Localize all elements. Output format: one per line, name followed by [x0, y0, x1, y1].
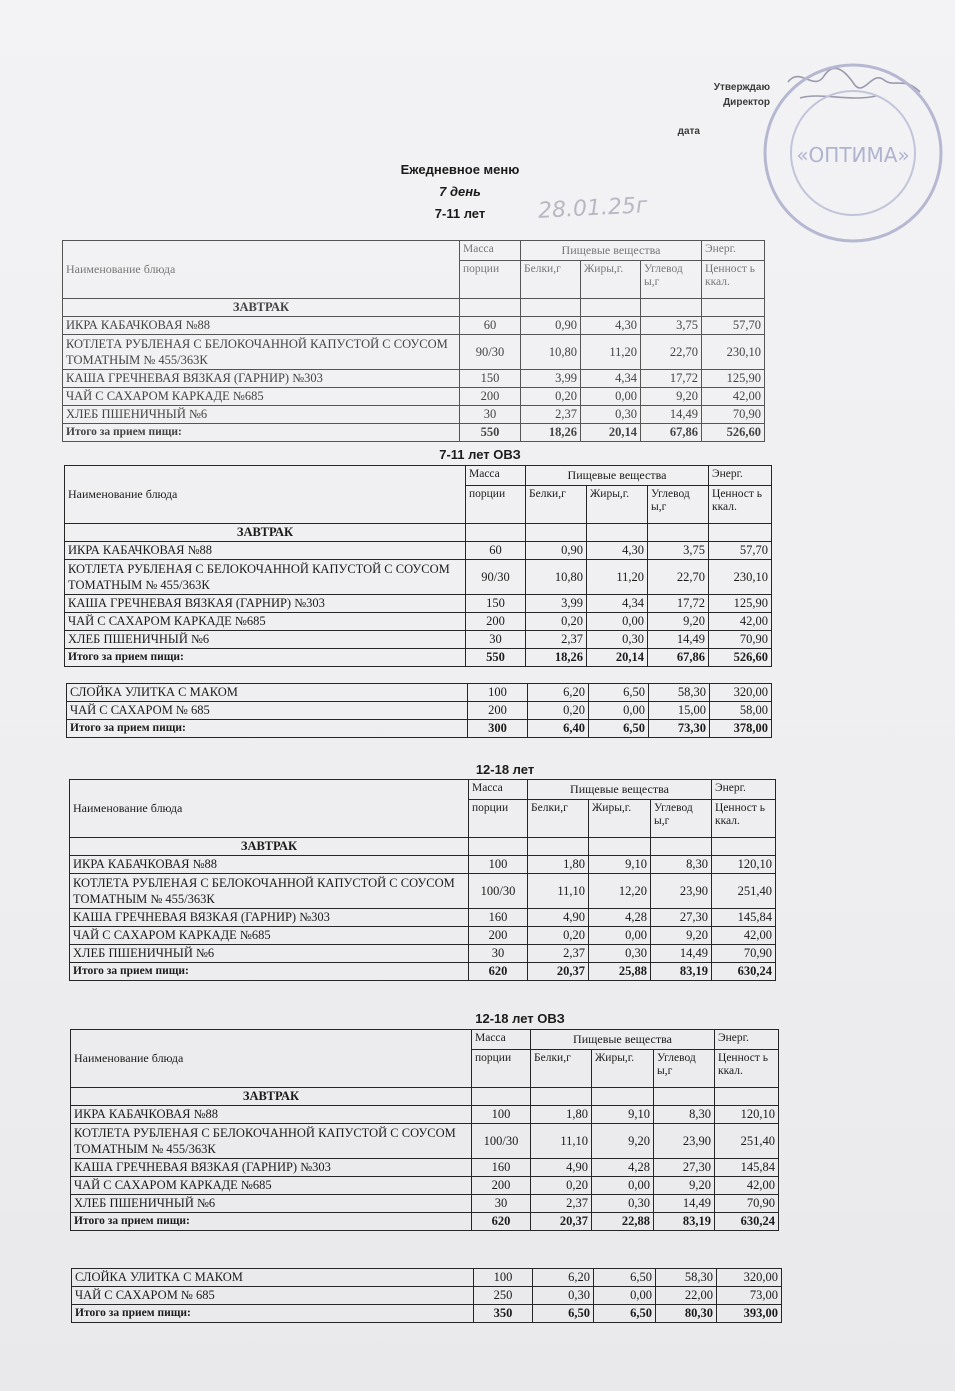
day-label: 7 день	[439, 184, 481, 199]
protein-cell: 6,20	[528, 684, 589, 702]
fat-cell: 9,10	[592, 1106, 654, 1124]
col-carbs-header: Углевод ы,г	[651, 800, 712, 838]
fat-cell: 0,30	[589, 945, 651, 963]
total-protein: 6,50	[533, 1305, 594, 1323]
section-title-12-18: 12-18 лет	[475, 762, 535, 777]
table-row	[67, 702, 772, 720]
energy-cell: 42,00	[715, 1177, 779, 1195]
meal-title: ЗАВТРАК	[65, 524, 466, 542]
protein-cell: 0,20	[528, 702, 589, 720]
col-fat-header: Жиры,г.	[589, 800, 651, 838]
dish-name-cell: ИКРА КАБАЧКОВАЯ №88	[65, 542, 466, 560]
protein-cell: 3,99	[526, 595, 587, 613]
carbs-cell: 58,30	[649, 684, 710, 702]
total-protein: 18,26	[526, 649, 587, 667]
energy-cell: 42,00	[702, 388, 765, 406]
col-energy-header: Энерг.	[715, 1030, 779, 1050]
mass-cell: 100	[469, 856, 528, 874]
menu-table-12-18	[69, 779, 776, 981]
mass-cell: 200	[469, 927, 528, 945]
table-row	[65, 542, 772, 560]
energy-cell: 42,00	[709, 613, 772, 631]
carbs-cell: 22,70	[641, 335, 702, 370]
handwritten-date: 28.01.25г	[537, 193, 649, 224]
total-row	[63, 424, 765, 442]
total-mass: 300	[468, 720, 528, 738]
protein-cell: 0,90	[521, 317, 581, 335]
meal-title: ЗАВТРАК	[63, 299, 460, 317]
protein-cell: 0,20	[521, 388, 581, 406]
stamp-center-text: «ОПТИМА»	[796, 143, 910, 167]
protein-cell: 0,20	[528, 927, 589, 945]
energy-cell: 251,40	[712, 874, 776, 909]
table-row	[72, 1269, 782, 1287]
col-mass-header: Масса	[460, 241, 521, 261]
carbs-cell: 9,20	[648, 613, 709, 631]
dish-name-cell: ХЛЕБ ПШЕНИЧНЫЙ №6	[65, 631, 466, 649]
dish-name-cell: ЧАЙ С САХАРОМ КАРКАДЕ №685	[63, 388, 460, 406]
fat-cell: 0,00	[581, 388, 641, 406]
protein-cell: 2,37	[531, 1195, 592, 1213]
carbs-cell: 23,90	[654, 1124, 715, 1159]
protein-cell: 2,37	[526, 631, 587, 649]
dish-name-cell: ЧАЙ С САХАРОМ № 685	[67, 702, 468, 720]
carbs-cell: 17,72	[648, 595, 709, 613]
fat-cell: 11,20	[587, 560, 648, 595]
protein-cell: 0,20	[526, 613, 587, 631]
energy-cell: 70,90	[712, 945, 776, 963]
fat-cell: 11,20	[581, 335, 641, 370]
mass-cell: 100	[468, 684, 528, 702]
table-row	[70, 945, 776, 963]
energy-cell: 251,40	[715, 1124, 779, 1159]
carbs-cell: 23,90	[651, 874, 712, 909]
total-fat: 22,88	[592, 1213, 654, 1231]
carbs-cell: 3,75	[648, 542, 709, 560]
col-mass-header: Масса	[466, 466, 526, 486]
table-row	[63, 370, 765, 388]
col-carbs-header: Углевод ы,г	[648, 486, 709, 524]
protein-cell: 0,20	[531, 1177, 592, 1195]
total-energy: 378,00	[710, 720, 772, 738]
fat-cell: 9,20	[592, 1124, 654, 1159]
dish-name-cell: ЧАЙ С САХАРОМ КАРКАДЕ №685	[65, 613, 466, 631]
energy-cell: 230,10	[709, 560, 772, 595]
total-label: Итого за прием пищи:	[65, 649, 466, 667]
protein-cell: 1,80	[528, 856, 589, 874]
mass-cell: 100/30	[472, 1124, 531, 1159]
energy-cell: 120,10	[712, 856, 776, 874]
snack-table-7-11-ovz	[66, 683, 772, 738]
col-protein-header: Белки,г	[528, 800, 589, 838]
carbs-cell: 22,70	[648, 560, 709, 595]
table-row	[72, 1287, 782, 1305]
mass-cell: 160	[469, 909, 528, 927]
approve-label: Утверждаю	[713, 82, 770, 93]
total-row	[67, 720, 772, 738]
fat-cell: 6,50	[594, 1269, 656, 1287]
table-row	[63, 388, 765, 406]
col-nutrients-header: Пищевые вещества	[528, 780, 712, 800]
dish-name-cell: КОТЛЕТА РУБЛЕНАЯ С БЕЛОКОЧАННОЙ КАПУСТОЙ С СОУСОМ ТОМАТНЫМ № 455/363К	[71, 1124, 472, 1159]
protein-cell: 4,90	[528, 909, 589, 927]
dish-name-cell: ХЛЕБ ПШЕНИЧНЫЙ №6	[71, 1195, 472, 1213]
fat-cell: 4,34	[581, 370, 641, 388]
carbs-cell: 9,20	[651, 927, 712, 945]
mass-cell: 150	[466, 595, 526, 613]
carbs-cell: 3,75	[641, 317, 702, 335]
protein-cell: 11,10	[528, 874, 589, 909]
dish-name-cell: ИКРА КАБАЧКОВАЯ №88	[71, 1106, 472, 1124]
energy-cell: 58,00	[710, 702, 772, 720]
mass-cell: 30	[469, 945, 528, 963]
energy-cell: 320,00	[717, 1269, 782, 1287]
total-fat: 6,50	[589, 720, 649, 738]
total-energy: 526,60	[702, 424, 765, 442]
energy-cell: 73,00	[717, 1287, 782, 1305]
total-protein: 6,40	[528, 720, 589, 738]
carbs-cell: 14,49	[641, 406, 702, 424]
dish-name-cell: ИКРА КАБАЧКОВАЯ №88	[63, 317, 460, 335]
dish-name-cell: ХЛЕБ ПШЕНИЧНЫЙ №6	[63, 406, 460, 424]
protein-cell: 2,37	[528, 945, 589, 963]
protein-cell: 6,20	[533, 1269, 594, 1287]
protein-cell: 4,90	[531, 1159, 592, 1177]
meal-title: ЗАВТРАК	[71, 1088, 472, 1106]
protein-cell: 2,37	[521, 406, 581, 424]
fat-cell: 4,28	[589, 909, 651, 927]
col-energy-sub: Ценност ь ккал.	[715, 1050, 779, 1088]
col-mass-sub: порции	[460, 261, 521, 299]
protein-cell: 0,90	[526, 542, 587, 560]
energy-cell: 230,10	[702, 335, 765, 370]
energy-cell: 125,90	[709, 595, 772, 613]
total-row	[72, 1305, 782, 1323]
total-mass: 550	[466, 649, 526, 667]
energy-cell: 145,84	[712, 909, 776, 927]
total-mass: 550	[460, 424, 521, 442]
protein-cell: 10,80	[526, 560, 587, 595]
director-label: Директор	[723, 97, 770, 108]
dish-name-cell: КАША ГРЕЧНЕВАЯ ВЯЗКАЯ (ГАРНИР) №303	[71, 1159, 472, 1177]
col-mass-header: Масса	[472, 1030, 531, 1050]
table-row	[65, 631, 772, 649]
col-energy-sub: Ценност ь ккал.	[712, 800, 776, 838]
fat-cell: 0,00	[589, 927, 651, 945]
total-carbs: 83,19	[651, 963, 712, 981]
col-fat-header: Жиры,г.	[592, 1050, 654, 1088]
col-protein-header: Белки,г	[526, 486, 587, 524]
col-fat-header: Жиры,г.	[581, 261, 641, 299]
total-label: Итого за прием пищи:	[71, 1213, 472, 1231]
meal-title: ЗАВТРАК	[70, 838, 469, 856]
date-label: дата	[677, 126, 700, 137]
mass-cell: 100/30	[469, 874, 528, 909]
fat-cell: 4,34	[587, 595, 648, 613]
col-name-header: Наименование блюда	[65, 466, 466, 524]
col-protein-header: Белки,г	[531, 1050, 592, 1088]
col-mass-sub: порции	[469, 800, 528, 838]
carbs-cell: 14,49	[654, 1195, 715, 1213]
fat-cell: 6,50	[589, 684, 649, 702]
col-name-header: Наименование блюда	[70, 780, 469, 838]
fat-cell: 9,10	[589, 856, 651, 874]
fat-cell: 4,28	[592, 1159, 654, 1177]
total-row	[71, 1213, 779, 1231]
total-protein: 20,37	[528, 963, 589, 981]
dish-name-cell: СЛОЙКА УЛИТКА С МАКОМ	[72, 1269, 474, 1287]
protein-cell: 3,99	[521, 370, 581, 388]
table-row	[63, 317, 765, 335]
menu-table-12-18-ovz	[70, 1029, 779, 1231]
fat-cell: 0,30	[587, 631, 648, 649]
total-fat: 6,50	[594, 1305, 656, 1323]
dish-name-cell: СЛОЙКА УЛИТКА С МАКОМ	[67, 684, 468, 702]
col-energy-header: Энерг.	[712, 780, 776, 800]
mass-cell: 200	[472, 1177, 531, 1195]
carbs-cell: 27,30	[651, 909, 712, 927]
total-carbs: 73,30	[649, 720, 710, 738]
table-row	[70, 874, 776, 909]
mass-cell: 60	[466, 542, 526, 560]
total-carbs: 80,30	[656, 1305, 717, 1323]
mass-cell: 30	[460, 406, 521, 424]
energy-cell: 70,90	[702, 406, 765, 424]
mass-cell: 90/30	[466, 560, 526, 595]
page-title: Ежедневное меню	[400, 162, 520, 177]
table-row	[65, 560, 772, 595]
energy-cell: 70,90	[709, 631, 772, 649]
energy-cell: 320,00	[710, 684, 772, 702]
table-row	[63, 335, 765, 370]
col-mass-sub: порции	[472, 1050, 531, 1088]
carbs-cell: 9,20	[641, 388, 702, 406]
protein-cell: 1,80	[531, 1106, 592, 1124]
total-protein: 20,37	[531, 1213, 592, 1231]
fat-cell: 4,30	[587, 542, 648, 560]
col-nutrients-header: Пищевые вещества	[531, 1030, 715, 1050]
dish-name-cell: ЧАЙ С САХАРОМ № 685	[72, 1287, 474, 1305]
dish-name-cell: КАША ГРЕЧНЕВАЯ ВЯЗКАЯ (ГАРНИР) №303	[65, 595, 466, 613]
col-mass-header: Масса	[469, 780, 528, 800]
total-energy: 393,00	[717, 1305, 782, 1323]
table-row	[71, 1177, 779, 1195]
dish-name-cell: КОТЛЕТА РУБЛЕНАЯ С БЕЛОКОЧАННОЙ КАПУСТОЙ С СОУСОМ ТОМАТНЫМ № 455/363К	[65, 560, 466, 595]
menu-table-7-11-ovz	[64, 465, 772, 667]
fat-cell: 4,30	[581, 317, 641, 335]
dish-name-cell: КОТЛЕТА РУБЛЕНАЯ С БЕЛОКОЧАННОЙ КАПУСТОЙ С СОУСОМ ТОМАТНЫМ № 455/363К	[70, 874, 469, 909]
total-protein: 18,26	[521, 424, 581, 442]
table-row	[67, 684, 772, 702]
energy-cell: 120,10	[715, 1106, 779, 1124]
mass-cell: 100	[472, 1106, 531, 1124]
mass-cell: 150	[460, 370, 521, 388]
table-row	[65, 595, 772, 613]
energy-cell: 42,00	[712, 927, 776, 945]
table-row	[71, 1106, 779, 1124]
col-name-header: Наименование блюда	[63, 241, 460, 299]
energy-cell: 125,90	[702, 370, 765, 388]
total-energy: 630,24	[712, 963, 776, 981]
col-carbs-header: Углевод ы,г	[654, 1050, 715, 1088]
dish-name-cell: ЧАЙ С САХАРОМ КАРКАДЕ №685	[71, 1177, 472, 1195]
total-label: Итого за прием пищи:	[72, 1305, 474, 1323]
fat-cell: 0,00	[594, 1287, 656, 1305]
table-row	[71, 1159, 779, 1177]
total-fat: 25,88	[589, 963, 651, 981]
fat-cell: 0,00	[589, 702, 649, 720]
total-mass: 620	[469, 963, 528, 981]
stamp-seal-icon	[758, 58, 948, 248]
table-row	[70, 856, 776, 874]
mass-cell: 100	[474, 1269, 533, 1287]
dish-name-cell: ЧАЙ С САХАРОМ КАРКАДЕ №685	[70, 927, 469, 945]
table-row	[71, 1124, 779, 1159]
total-carbs: 83,19	[654, 1213, 715, 1231]
table-row	[70, 909, 776, 927]
mass-cell: 30	[472, 1195, 531, 1213]
protein-cell: 0,30	[533, 1287, 594, 1305]
fat-cell: 0,30	[581, 406, 641, 424]
carbs-cell: 17,72	[641, 370, 702, 388]
col-protein-header: Белки,г	[521, 261, 581, 299]
energy-cell: 145,84	[715, 1159, 779, 1177]
total-label: Итого за прием пищи:	[70, 963, 469, 981]
protein-cell: 11,10	[531, 1124, 592, 1159]
total-mass: 350	[474, 1305, 533, 1323]
col-carbs-header: Углевод ы,г	[641, 261, 702, 299]
total-fat: 20,14	[581, 424, 641, 442]
total-energy: 526,60	[709, 649, 772, 667]
energy-cell: 57,70	[709, 542, 772, 560]
mass-cell: 250	[474, 1287, 533, 1305]
mass-cell: 60	[460, 317, 521, 335]
total-fat: 20,14	[587, 649, 648, 667]
energy-cell: 57,70	[702, 317, 765, 335]
total-carbs: 67,86	[641, 424, 702, 442]
col-energy-sub: Ценност ь ккал.	[709, 486, 772, 524]
total-carbs: 67,86	[648, 649, 709, 667]
mass-cell: 160	[472, 1159, 531, 1177]
mass-cell: 200	[460, 388, 521, 406]
carbs-cell: 15,00	[649, 702, 710, 720]
table-row	[65, 613, 772, 631]
protein-cell: 10,80	[521, 335, 581, 370]
total-label: Итого за прием пищи:	[67, 720, 468, 738]
fat-cell: 0,00	[587, 613, 648, 631]
total-row	[70, 963, 776, 981]
dish-name-cell: ИКРА КАБАЧКОВАЯ №88	[70, 856, 469, 874]
menu-table-7-11	[62, 240, 765, 442]
carbs-cell: 8,30	[651, 856, 712, 874]
carbs-cell: 27,30	[654, 1159, 715, 1177]
section-title-12-18-ovz: 12-18 лет ОВЗ	[475, 1011, 565, 1026]
fat-cell: 0,00	[592, 1177, 654, 1195]
col-nutrients-header: Пищевые вещества	[521, 241, 702, 261]
col-energy-sub: Ценност ь ккал.	[702, 261, 765, 299]
mass-cell: 30	[466, 631, 526, 649]
carbs-cell: 22,00	[656, 1287, 717, 1305]
col-nutrients-header: Пищевые вещества	[526, 466, 709, 486]
fat-cell: 12,20	[589, 874, 651, 909]
carbs-cell: 9,20	[654, 1177, 715, 1195]
total-row	[65, 649, 772, 667]
snack-table-12-18-ovz	[71, 1268, 782, 1323]
mass-cell: 200	[466, 613, 526, 631]
age-label: 7-11 лет	[434, 206, 486, 221]
mass-cell: 90/30	[460, 335, 521, 370]
mass-cell: 200	[468, 702, 528, 720]
dish-name-cell: КОТЛЕТА РУБЛЕНАЯ С БЕЛОКОЧАННОЙ КАПУСТОЙ С СОУСОМ ТОМАТНЫМ № 455/363К	[63, 335, 460, 370]
fat-cell: 0,30	[592, 1195, 654, 1213]
col-mass-sub: порции	[466, 486, 526, 524]
dish-name-cell: КАША ГРЕЧНЕВАЯ ВЯЗКАЯ (ГАРНИР) №303	[70, 909, 469, 927]
carbs-cell: 58,30	[656, 1269, 717, 1287]
energy-cell: 70,90	[715, 1195, 779, 1213]
table-row	[70, 927, 776, 945]
col-energy-header: Энерг.	[709, 466, 772, 486]
col-energy-header: Энерг.	[702, 241, 765, 261]
dish-name-cell: ХЛЕБ ПШЕНИЧНЫЙ №6	[70, 945, 469, 963]
table-row	[63, 406, 765, 424]
carbs-cell: 14,49	[651, 945, 712, 963]
total-mass: 620	[472, 1213, 531, 1231]
col-fat-header: Жиры,г.	[587, 486, 648, 524]
dish-name-cell: КАША ГРЕЧНЕВАЯ ВЯЗКАЯ (ГАРНИР) №303	[63, 370, 460, 388]
table-row	[71, 1195, 779, 1213]
col-name-header: Наименование блюда	[71, 1030, 472, 1088]
total-energy: 630,24	[715, 1213, 779, 1231]
section-title-7-11-ovz: 7-11 лет ОВЗ	[439, 447, 521, 462]
carbs-cell: 8,30	[654, 1106, 715, 1124]
total-label: Итого за прием пищи:	[63, 424, 460, 442]
carbs-cell: 14,49	[648, 631, 709, 649]
